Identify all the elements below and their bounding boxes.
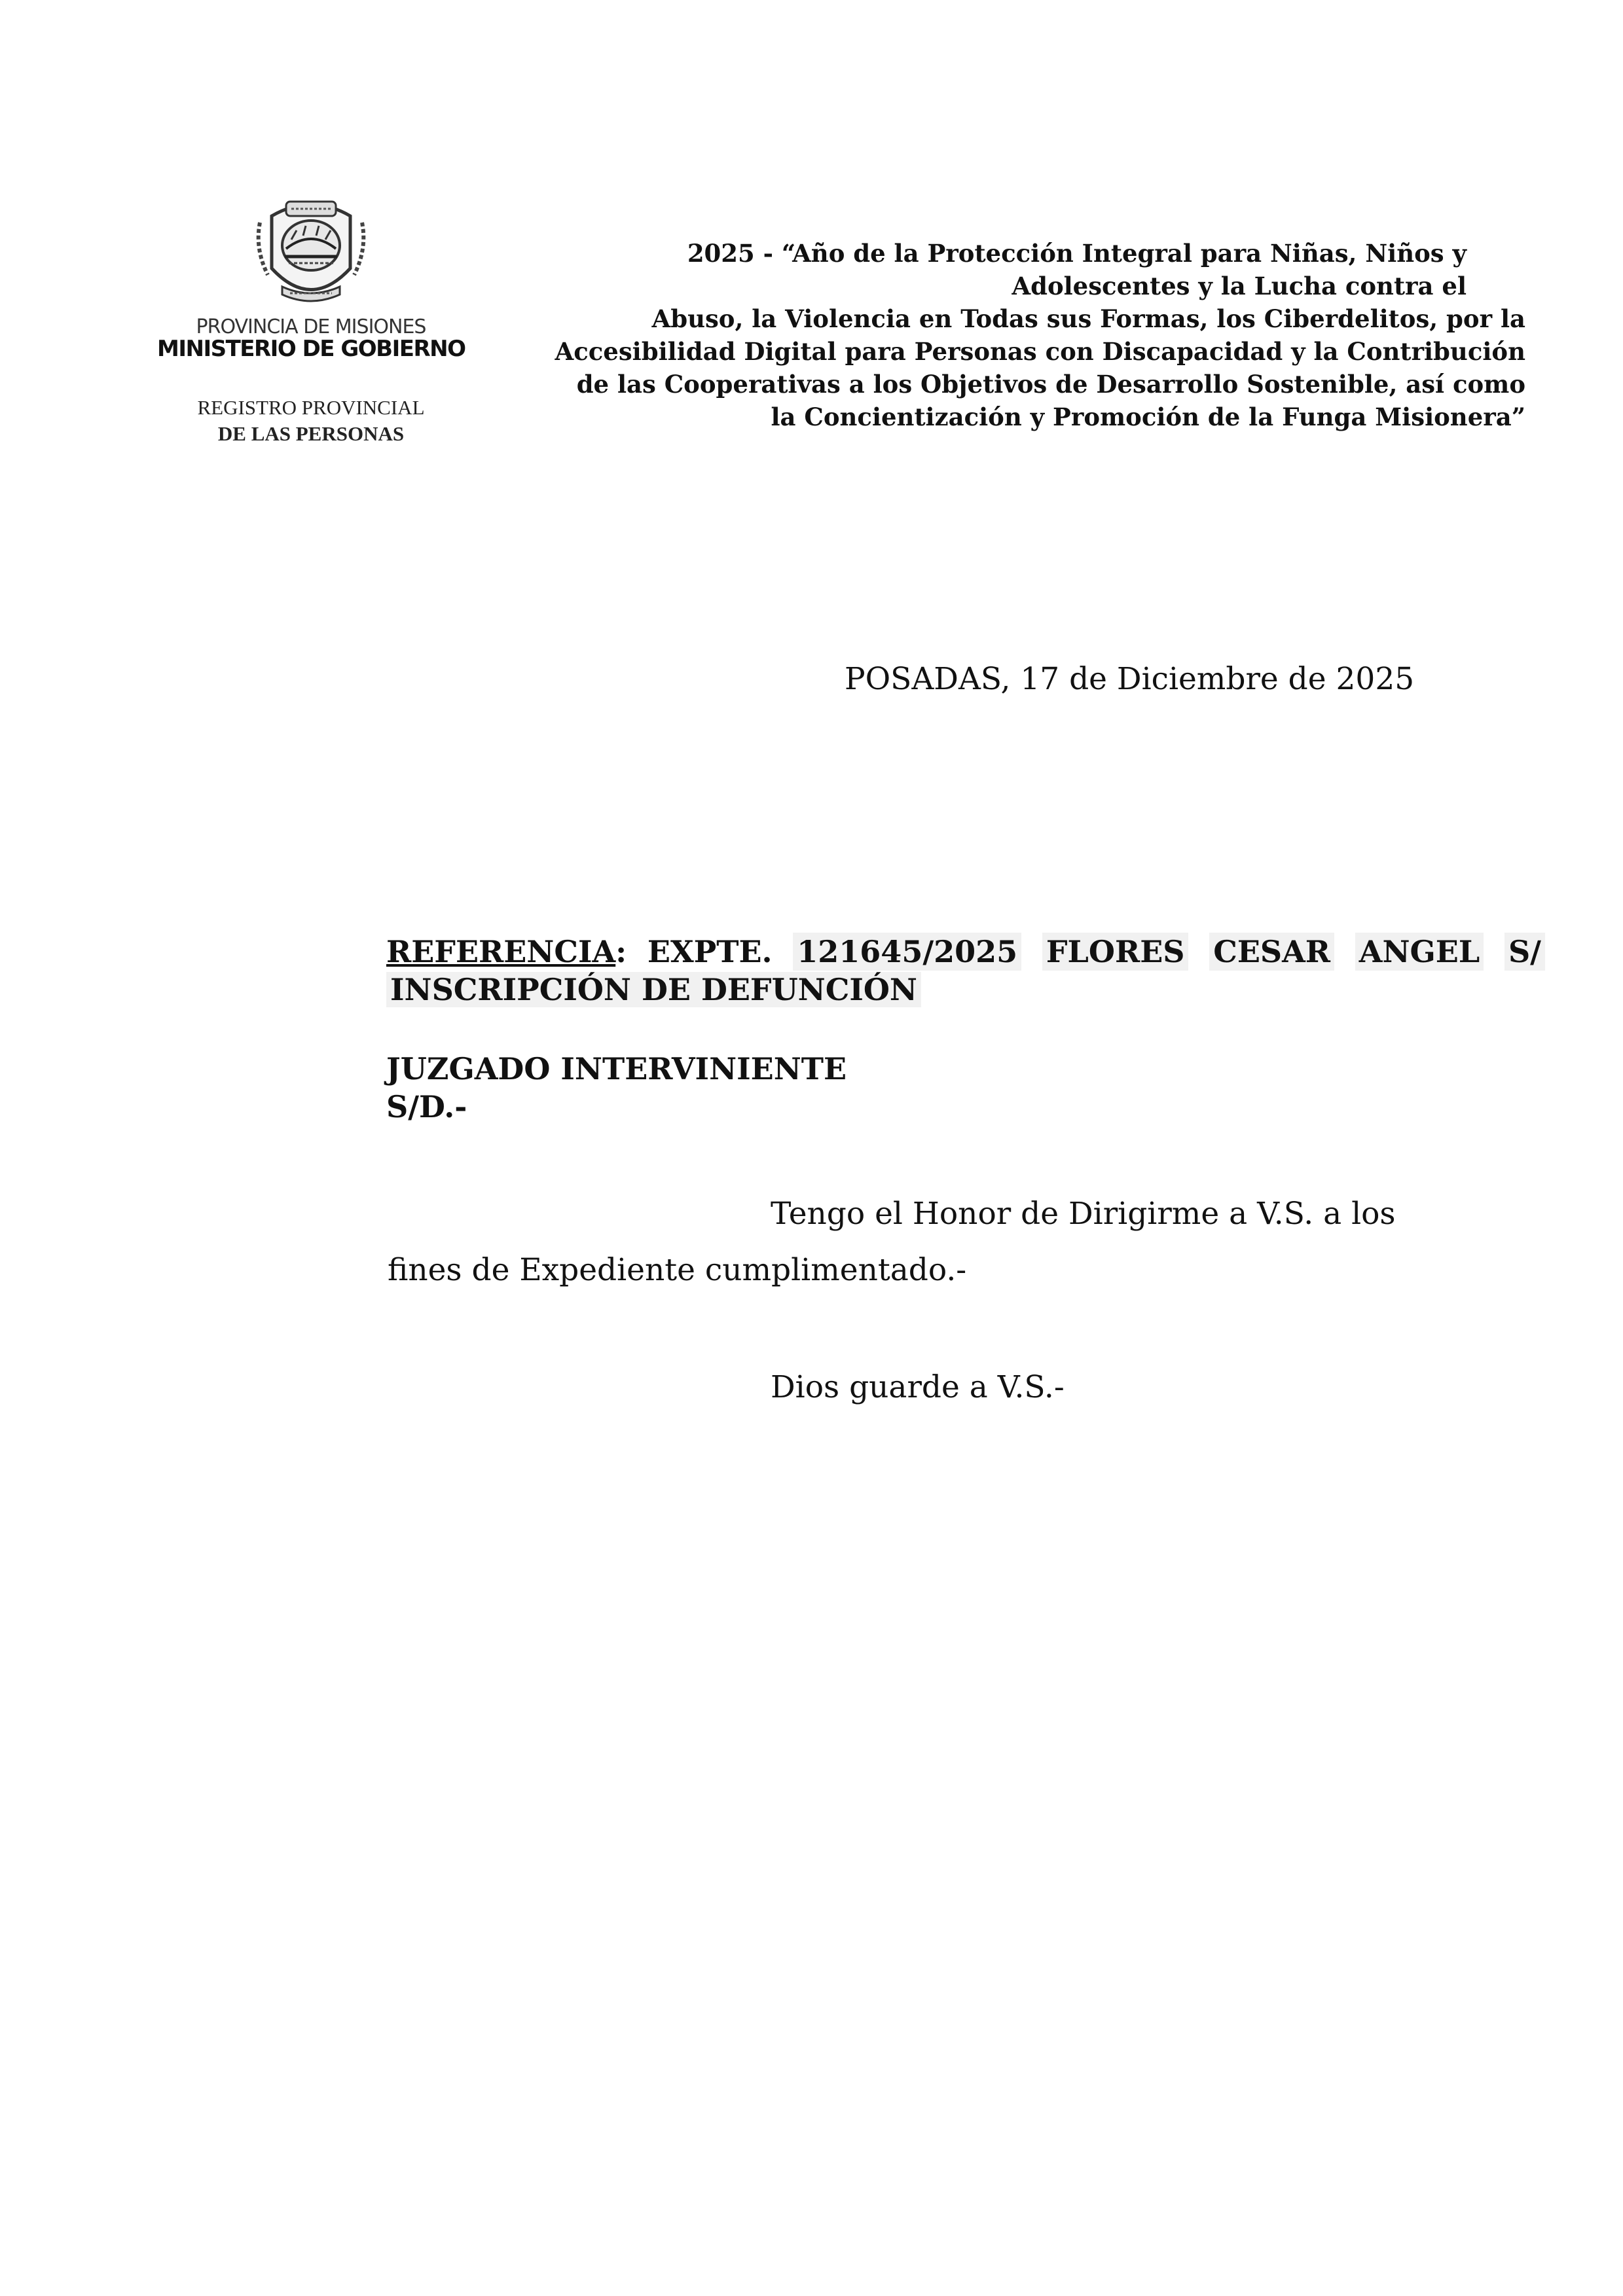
provincial-coat-of-arms-icon (246, 190, 376, 314)
reference-surname: FLORES (1042, 933, 1189, 971)
motto-line-3: Abuso, la Violencia en Todas sus Formas, los Ciberdelitos, por la (651, 304, 1525, 333)
reference-block (386, 933, 1545, 1009)
reference-line-2 (386, 971, 1545, 1009)
letterhead (157, 190, 465, 446)
document-date: POSADAS, 17 de Diciembre de 2025 (845, 661, 1415, 697)
reference-colon: : (615, 934, 627, 969)
reference-suffix: S/ (1504, 933, 1545, 971)
body-line-1: Tengo el Honor de Dirigirme a V.S. a los (771, 1196, 1396, 1232)
registry-bold-word: PERSONAS (295, 422, 405, 445)
reference-name-2: ANGEL (1355, 933, 1484, 971)
closing-line: Dios guarde a V.S.- (771, 1369, 1065, 1405)
addressee-sd: S/D.- (386, 1089, 467, 1124)
reference-file-number: 121645/2025 (793, 933, 1021, 971)
motto-line-5: de las Cooperativas a los Objetivos de Desarrollo Sostenible, así como (576, 370, 1525, 399)
motto-line-4: Accesibilidad Digital para Personas con Discapacidad y la Contribución (555, 337, 1525, 366)
motto-line-2: Adolescentes y la Lucha contra el (1012, 272, 1467, 300)
year-motto (504, 237, 1525, 433)
motto-line-1: 2025 - “Año de la Protección Integral para Niñas, Niños y (687, 239, 1467, 268)
motto-line-6: la Concientización y Promoción de la Funga Misionera” (771, 403, 1525, 431)
body-line-2: fines de Expediente cumplimentado.- (388, 1252, 967, 1288)
reference-label-group (386, 933, 627, 971)
registry-name-line-2 (157, 422, 465, 446)
reference-subject: INSCRIPCIÓN DE DEFUNCIÓN (386, 972, 921, 1007)
reference-line-1 (386, 933, 1545, 971)
ministry-name: MINISTERIO DE GOBIERNO (157, 336, 465, 362)
letter-body (388, 1186, 1435, 1299)
reference-name-1: CESAR (1209, 933, 1334, 971)
province-name: PROVINCIA DE MISIONES (196, 315, 426, 338)
registry-name-line-1: REGISTRO PROVINCIAL (197, 396, 425, 419)
registry-prefix: DE LAS (217, 422, 291, 445)
reference-word-expte: EXPTE. (647, 934, 773, 969)
addressee-name: JUZGADO INTERVINIENTE (386, 1051, 847, 1086)
addressee-block (386, 1050, 847, 1126)
reference-label: REFERENCIA (386, 934, 616, 969)
